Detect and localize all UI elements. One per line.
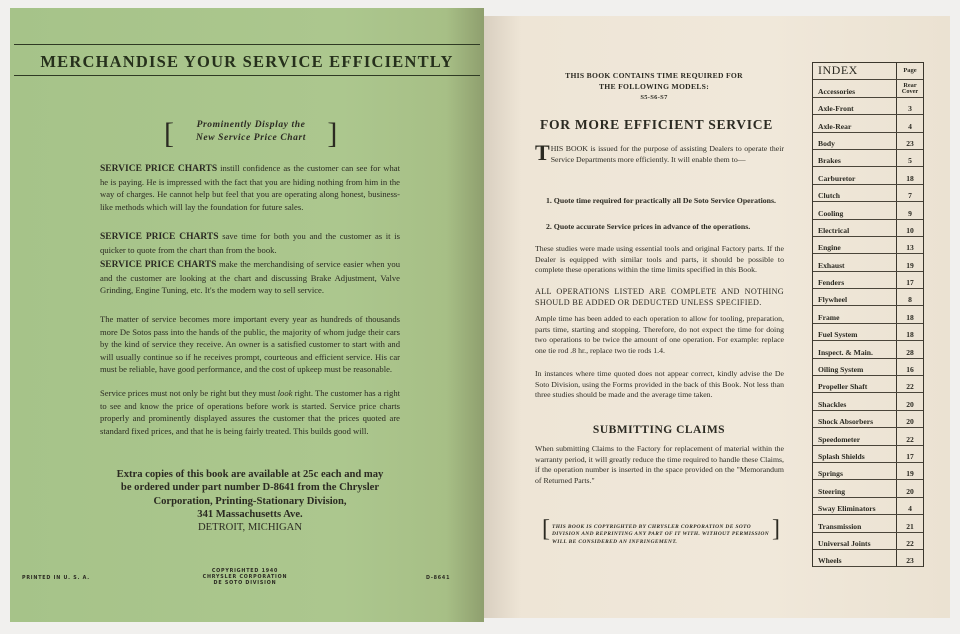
index-item-page: 22 [906, 434, 914, 444]
paragraph: These studies were made using essential tools and original Factory parts. If the Dealer is equipped with similar tools and parts, it should be possible to complete these operations within the time limits specified in this Book. [535, 244, 784, 275]
index-item-page: 23 [906, 138, 914, 148]
index-row [813, 115, 923, 132]
index-item-page: 20 [906, 417, 914, 427]
index-item-name: Axle-Rear [813, 115, 897, 131]
header-line: THIS BOOK CONTAINS TIME REQUIRED FOR [565, 71, 743, 80]
index-item-page: 7 [908, 191, 912, 201]
index-item-name: Flywheel [813, 289, 897, 305]
list-item: 2. Quote accurate Service prices in advance of the operations. [546, 222, 751, 231]
index-page-header: Page [903, 67, 917, 75]
index-item-page: 9 [908, 208, 912, 218]
index-item-name: Wheels [813, 550, 897, 566]
index-row [813, 411, 923, 428]
list-item: 1. Quote time required for practically all De Soto Service Operations. [546, 196, 776, 205]
index-row [813, 306, 923, 323]
index-item-page: 4 [908, 504, 912, 514]
index-row [813, 393, 923, 410]
paragraph-lead: SERVICE PRICE CHARTS [100, 164, 218, 174]
index-item-page: 10 [906, 225, 914, 235]
right-bracket-icon: ] [327, 117, 338, 150]
index-row [813, 289, 923, 306]
index-row [813, 550, 923, 567]
paragraph-lead: SERVICE PRICE CHARTS [100, 232, 219, 242]
section-title: FOR MORE EFFICIENT SERVICE [539, 117, 774, 132]
paragraph-text: The matter of service becomes more important every year as hundreds of thousands more De Sotos pass into the hands of the public, the majority of whom judge their cars by the kind of service they receive. An owner is a satisfied customer to start with and will usually continue so if he receives prompt, courteous and efficient service. His car must be reliable, have good performance, and the cost of upkeep must be reasonable. [100, 314, 400, 375]
index-row [813, 480, 923, 497]
index-item-name: Engine [813, 237, 897, 253]
index-item-name: Cooling [813, 202, 897, 218]
index-item-page: 23 [906, 556, 914, 566]
paragraph [100, 313, 400, 376]
index-item-name: Exhaust [813, 254, 897, 270]
header-line: THE FOLLOWING MODELS: [598, 82, 710, 91]
index-row [813, 220, 923, 237]
callout-line: New Service Price Chart [195, 133, 307, 143]
index-item-name: Inspect. & Main. [813, 341, 897, 357]
index-item-page: 5 [908, 156, 912, 166]
ordering-line: DETROIT, MICHIGAN [198, 522, 302, 534]
index-item-name: Shackles [813, 393, 897, 409]
part-number: D-8641 [426, 576, 451, 581]
intro-paragraph [535, 140, 784, 165]
paragraph-lead: SERVICE PRICE CHARTS [100, 260, 217, 270]
title-rule [14, 75, 480, 76]
index-row [813, 446, 923, 463]
index-table [812, 62, 924, 567]
index-header [813, 63, 923, 80]
paragraph-italic: look [277, 388, 293, 398]
index-row [813, 98, 923, 115]
index-title: INDEX [813, 63, 897, 79]
index-row [813, 515, 923, 532]
index-row [813, 150, 923, 167]
copyright-footer [180, 569, 310, 587]
index-item-name: Clutch [813, 185, 897, 201]
ordering-line: Extra copies of this book are available at 25c each and may [116, 469, 384, 480]
index-item-name: Body [813, 133, 897, 149]
left-page [10, 8, 484, 622]
index-row [813, 428, 923, 445]
paragraph-text: Service prices must not only be right but they must [100, 388, 278, 398]
index-item-name: Frame [813, 306, 897, 322]
paragraph: ALL OPERATIONS LISTED ARE COMPLETE AND NOTHING SHOULD BE ADDED OR DEDUCTED UNLESS SPECIFIED. [535, 287, 784, 307]
callout-box [164, 115, 338, 155]
index-item-page: 20 [906, 399, 914, 409]
paragraph [100, 258, 400, 297]
index-item-name: Accessories [813, 80, 897, 96]
index-item-page: 20 [906, 486, 914, 496]
index-row [813, 359, 923, 376]
drop-cap: T [535, 140, 550, 165]
index-item-name: Splash Shields [813, 446, 897, 462]
intro-text: HIS BOOK is issued for the purpose of assisting Dealers to operate their Service Departments more efficiently. It will enable them to— [550, 144, 784, 164]
paragraph-text: instill confidence as the customer can see for what he is paying. He is impressed with the fact that you are hiding nothing from him in the way of charges. He cannot help but feel that you are operating along honest, business-like methods which will lay the foundation for future sales. [100, 163, 400, 212]
index-item-page: 18 [906, 173, 914, 183]
index-item-name: Universal Joints [813, 533, 897, 549]
index-row [813, 498, 923, 515]
index-row [813, 376, 923, 393]
index-row [813, 185, 923, 202]
right-bracket-icon: ] [772, 516, 780, 542]
index-item-name: Fenders [813, 272, 897, 288]
claims-paragraph: When submitting Claims to the Factory for replacement of material within the warranty period, it will greatly reduce the time required to handle these Claims, if the operation number is inserted in the space provided on the "Memorandum of Returned Parts." [535, 444, 784, 485]
index-item-page: 16 [906, 365, 914, 375]
index-item-name: Speedometer [813, 428, 897, 444]
index-item-page: 13 [906, 243, 914, 253]
models-header [524, 70, 784, 103]
copyright-line: DE SOTO DIVISION [213, 581, 277, 586]
index-item-name: Propeller Shaft [813, 376, 897, 392]
paragraph-text: right. The customer has a right to see and know the price of operations before work is started. Service price charts properly and prominently displayed assures the customer that the prices quoted are standard fixed prices, and that he is being fairly treated. This builds good will. [100, 388, 400, 436]
index-item-name: Springs [813, 463, 897, 479]
printed-in-usa: PRINTED IN U. S. A. [22, 576, 90, 581]
index-row [813, 237, 923, 254]
callout-line: Prominently Display the [196, 120, 306, 130]
page-title: MERCHANDISE YOUR SERVICE EFFICIENTLY [40, 52, 454, 71]
index-row [813, 80, 923, 97]
paragraph [100, 162, 400, 213]
index-item-name: Fuel System [813, 324, 897, 340]
copyright-notice: THIS BOOK IS COPYRIGHTED BY CHRYSLER CORPORATION DE SOTO DIVISION AND REPRINTING ANY PART OF IT WITH. WITHOUT PERMISSION WILL BE CONSIDERED AN INFRINGEMENT. [552, 524, 770, 545]
index-item-page: 17 [906, 278, 914, 288]
index-item-page: Rear Cover [901, 81, 919, 96]
index-item-name: Sway Eliminators [813, 498, 897, 514]
paragraph: Ample time has been added to each operation to allow for tooling, preparation, parts time, starting and stopping. Therefore, do not expect the time for doing two operations to be twice the amount of one operation. For example: replace one tie rod .8 hr., replace two tie rods 1.4. [535, 314, 784, 355]
index-item-page: 19 [906, 469, 914, 479]
index-item-name: Oiling System [813, 359, 897, 375]
index-row [813, 463, 923, 480]
ordering-info [70, 468, 430, 534]
ordering-line: be ordered under part number D-8641 from the Chrysler [120, 482, 380, 494]
index-item-name: Carburetor [813, 167, 897, 183]
index-item-page: 21 [906, 521, 914, 531]
index-row [813, 533, 923, 550]
index-item-page: 4 [908, 121, 912, 131]
index-item-page: 19 [906, 260, 914, 270]
copyright-line: CHRYSLER CORPORATION [202, 575, 288, 580]
index-row [813, 202, 923, 219]
index-item-page: 28 [906, 347, 914, 357]
copyright-line: COPYRIGHTED 1940 [211, 569, 279, 574]
index-row [813, 133, 923, 150]
paragraph: In instances where time quoted does not appear correct, kindly advise the De Soto Division, using the Forms provided in the back of this Book. Not less than three studies should be made and the average time taken. [535, 369, 784, 400]
left-bracket-icon: [ [542, 516, 550, 542]
top-rule [14, 44, 480, 45]
right-page [484, 16, 950, 618]
left-bracket-icon: [ [164, 117, 175, 150]
paragraph [100, 230, 400, 256]
index-item-page: 3 [908, 104, 912, 114]
index-item-page: 18 [906, 330, 914, 340]
index-item-page: 18 [906, 312, 914, 322]
ordering-line: 341 Massachusetts Ave. [197, 508, 303, 520]
index-item-page: 22 [906, 382, 914, 392]
index-item-name: Transmission [813, 515, 897, 531]
models-list: S5-S6-S7 [640, 94, 668, 101]
index-row [813, 254, 923, 271]
paragraph-text: save time for both you and the customer as it is quicker to quote from the chart than from the book. [100, 231, 400, 255]
index-item-name: Axle-Front [813, 98, 897, 114]
index-item-page: 22 [906, 538, 914, 548]
index-item-name: Brakes [813, 150, 897, 166]
index-item-name: Shock Absorbers [813, 411, 897, 427]
index-row [813, 341, 923, 358]
index-row [813, 167, 923, 184]
paragraph [100, 387, 400, 437]
index-item-page: 17 [906, 451, 914, 461]
index-item-page: 8 [908, 295, 912, 305]
index-item-name: Steering [813, 480, 897, 496]
index-row [813, 272, 923, 289]
index-item-name: Electrical [813, 220, 897, 236]
paragraph-text: make the merchandising of service easier when you and the customer are looking at the chart and discussing Brake Adjustment, Valve Grinding, Engine Tuning, etc. It's the modern way to sell service. [100, 259, 400, 296]
ordering-line: Corporation, Printing-Stationary Division, [153, 495, 347, 507]
claims-title: SUBMITTING CLAIMS [592, 424, 726, 436]
index-row [813, 324, 923, 341]
